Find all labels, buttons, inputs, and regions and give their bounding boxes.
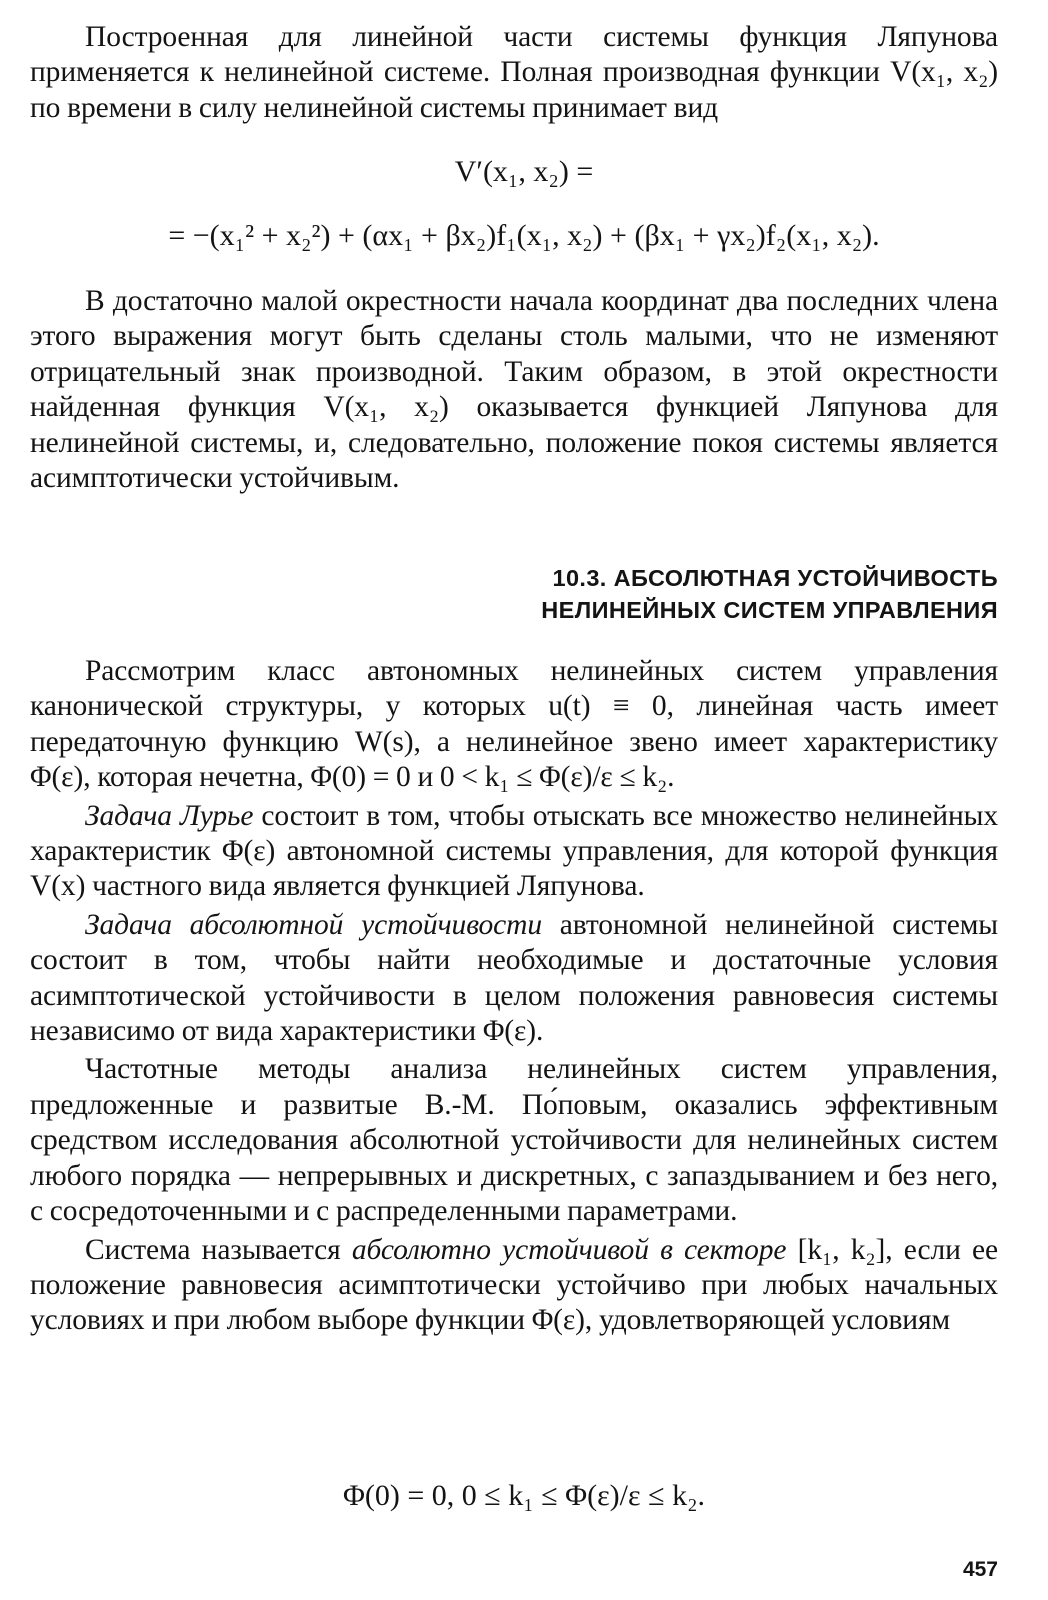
body-paragraph-2: [30, 799, 998, 905]
body-paragraph-5-start: Система называется: [85, 1233, 352, 1266]
page-number: 457: [962, 1558, 998, 1581]
intro-block: [30, 20, 998, 126]
formula-2: Φ(0) = 0, 0 ≤ k₁ ≤ Φ(ε)/ε ≤ k₂.: [342, 1479, 706, 1512]
body-paragraph-5: [30, 1233, 998, 1339]
body-paragraph-3: [30, 908, 998, 1050]
formula-1-line-1: V′(x₁, x₂) =: [454, 155, 594, 188]
body-paragraph-1: Рассмотрим класс автономных нелинейных систем управления канонической структуры, у которых u(t) ≡ 0, линейная часть имеет передаточную функцию W(s), а нелинейное звено имеет характеристику Φ(ε), которая нечетна, Φ(0) = 0 и 0 < k₁ ≤ Φ(ε)/ε ≤ k₂.: [30, 655, 998, 794]
formula-1-line-2: = −(x₁² + x₂²) + (αx₁ + βx₂)f₁(x₁, x₂) + (βx₁ + γx₂)f₂(x₁, x₂).: [168, 219, 880, 252]
term-absolute-stability-in-sector: абсолютно устойчивой в секторе: [351, 1233, 787, 1266]
conclusion-block: [30, 284, 998, 496]
body-paragraph-4: Частотные методы анализа нелинейных систем управления, предложенные и развитые В.-М. По́повым, оказались эффективным средством исследования абсолютной устойчивости для нелинейных систем любого порядка — непрерывных и дискретных, с запаздыванием и без него, с сосредоточенными и с распределенными параметрами.: [30, 1053, 998, 1228]
section-heading-line-1: 10.3. АБСОЛЮТНАЯ УСТОЙЧИВОСТЬ: [552, 565, 998, 591]
intro-paragraph: Построенная для линейной части системы функция Ляпунова применяется к нелинейной системе. Полная производная функции V(x₁, x₂) по времени в силу нелинейной системы принимает вид: [30, 21, 998, 124]
term-lurie-problem: Задача Лурье: [85, 799, 254, 832]
section-body: [30, 654, 998, 1339]
section-heading-line-2: НЕЛИНЕЙНЫХ СИСТЕМ УПРАВЛЕНИЯ: [541, 597, 998, 623]
body-paragraph-2-text: состоит в том, чтобы отыскать все множество нелинейных характеристик Φ(ε) автономной системы управления, для которой функция V(x) частного вида является функцией Ляпунова.: [30, 799, 999, 903]
term-absolute-stability-problem: Задача абсолютной устойчивости: [85, 908, 543, 941]
body-paragraph-3-text: автономной нелинейной системы состоит в том, чтобы найти необходимые и достаточные условия асимптотической устойчивости в целом положения равновесия системы независимо от вида характеристики Φ(ε).: [30, 908, 999, 1048]
conclusion-paragraph: В достаточно малой окрестности начала координат два последних члена этого выражения могут быть сделаны столь малыми, что не изменяют отрицательный знак производной. Таким образом, в этой окрестности найденная функция V(x₁, x₂) оказывается функцией Ляпунова для нелинейной системы, и, следовательно, положение покоя системы является асимптотически устойчивым.: [30, 285, 998, 495]
body-paragraph-5-text: [k₁, k₂], если ее положение равновесия асимптотически устойчиво при любых начальных условиях и при любом выборе функции Φ(ε), удовлетворяющей условиям: [30, 1233, 998, 1337]
